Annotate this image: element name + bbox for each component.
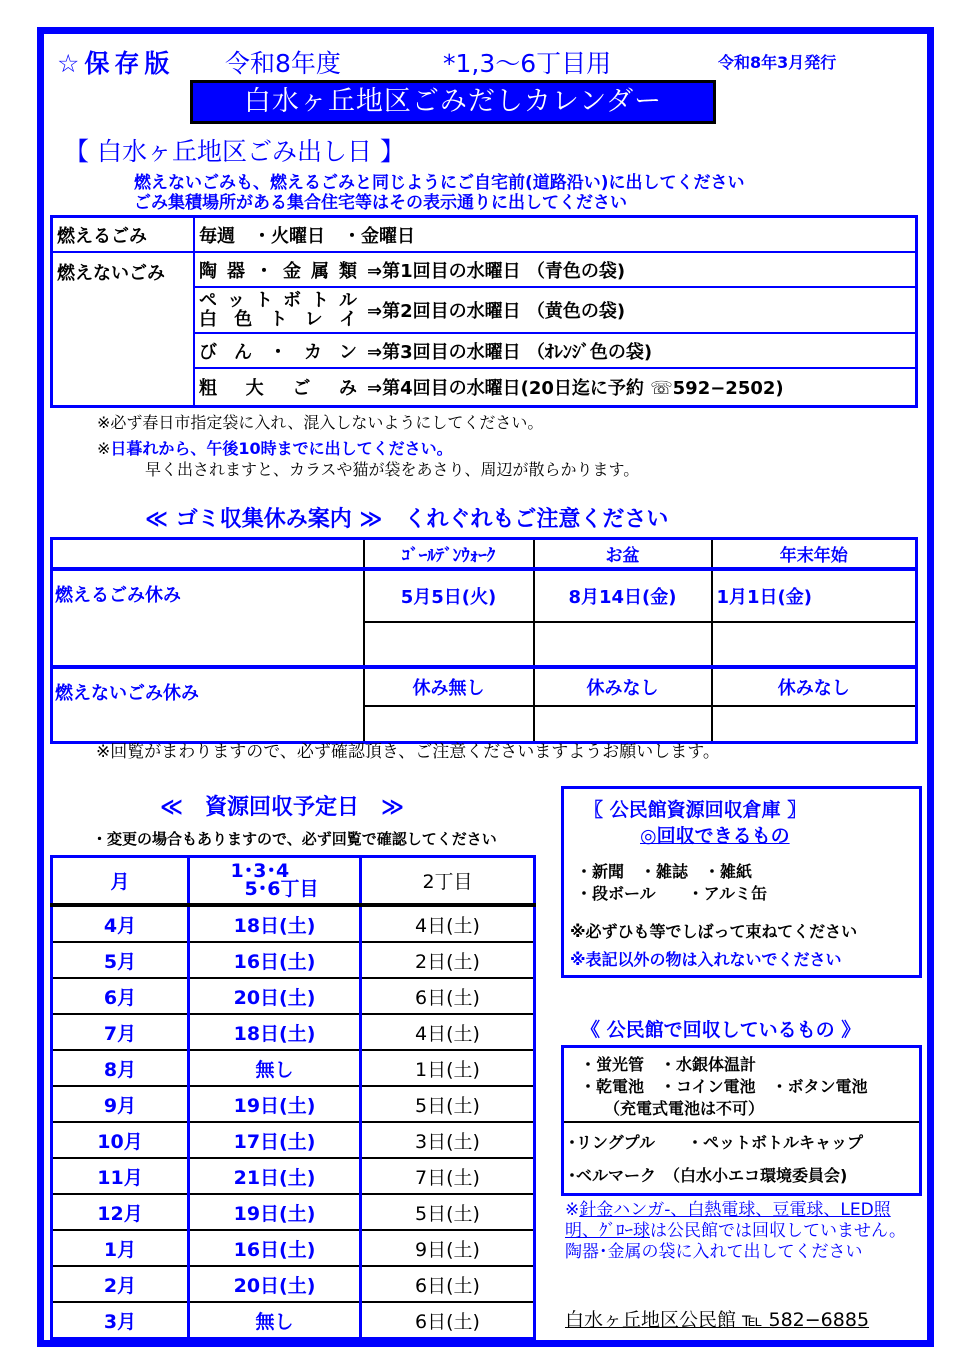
storehouse-items-2: ・段ボール ・アルミ缶: [576, 884, 768, 903]
storehouse-items-1: ・新聞 ・雑誌 ・雑紙: [576, 862, 753, 881]
resource-row: [52, 1050, 535, 1086]
resource-date-area2: 7日(土): [361, 1158, 535, 1194]
blank-cell: [534, 622, 712, 667]
burnable-holiday-label: 燃えるごみ休み: [52, 569, 364, 667]
storehouse-subtitle: ◎回収できるもの: [640, 825, 790, 847]
area1-line1: 1･3･4: [230, 859, 290, 882]
blank-cell: [712, 622, 917, 667]
resource-month: 11月: [52, 1158, 189, 1194]
nonburnable-holiday-obon: 休みなし: [534, 667, 712, 706]
burnable-label: 燃えるごみ: [52, 217, 195, 253]
area-scope: *1,3〜6丁目用: [443, 49, 612, 78]
resource-month: 2月: [52, 1266, 189, 1302]
item-pet-bottle-tray: [194, 287, 363, 333]
resource-title: ≪ 資源回収予定日 ≫: [160, 795, 405, 820]
resource-date-area2: 4日(土): [361, 905, 535, 942]
holiday-row-burnable: [52, 569, 917, 622]
holiday-table: [50, 537, 918, 744]
resource-month: 6月: [52, 978, 189, 1014]
schedule-ceramics-metal: ⇒第1回目の水曜日 （青色の袋): [363, 252, 917, 287]
remark-time-text: 日暮れから、午後10時までに出してください。: [110, 439, 453, 458]
resource-date-area1: 16日(土): [189, 942, 361, 978]
holiday-col-golden-week: ｺﾞｰﾙﾃﾞﾝｳｫｰｸ: [364, 539, 534, 570]
resource-row: [52, 1302, 535, 1339]
resource-col-month: 月: [52, 857, 189, 906]
collection-note-2: ごみ集積場所がある集合住宅等はその表示通りに出してください: [134, 193, 627, 213]
resource-date-area1: 18日(土): [189, 1014, 361, 1050]
resource-date-area1: 無し: [189, 1302, 361, 1339]
resource-date-area1: 16日(土): [189, 1230, 361, 1266]
resource-row: [52, 1014, 535, 1050]
resource-date-area2: 1日(土): [361, 1050, 535, 1086]
resource-month: 1月: [52, 1230, 189, 1266]
resource-month: 8月: [52, 1050, 189, 1086]
issue-date: 令和8年3月発行: [718, 53, 837, 72]
storehouse-note-1: ※必ずひも等でしばって束ねてください: [570, 922, 858, 941]
holiday-header-row: [52, 539, 917, 570]
item-oversized: [194, 368, 363, 407]
remark-crows: 早く出されますと、カラスや猫が袋をあさり、周辺が散らかります。: [145, 460, 640, 479]
resource-date-area1: 19日(土): [189, 1194, 361, 1230]
warning-rest: は公民館では回収していません。陶器･金属の袋に入れて出してください: [565, 1221, 907, 1262]
resource-date-area2: 3日(土): [361, 1122, 535, 1158]
storehouse-note-2: ※表記以外の物は入れないでください: [570, 950, 842, 969]
item-label: びん・カン: [199, 341, 357, 363]
resource-note: ・変更の場合もありますので、必ず回覧で確認してください: [92, 830, 497, 848]
holiday-header-empty: [52, 539, 364, 570]
fiscal-year: 令和8年度: [225, 49, 341, 78]
burnable-schedule: 毎週 ・火曜日 ・金曜日: [194, 217, 917, 253]
warning-items: 針金ハンガ-、白熱電球、豆電球、LED照明、ｸﾞﾛｰ球: [565, 1200, 891, 1241]
warning-prefix: ※: [565, 1200, 580, 1220]
collection-note-1: 燃えないごみも、燃えるごみと同じようにご自宅前(道路沿い)に出してください: [134, 173, 745, 193]
holiday-note: ※回覧がまわりますので、必ず確認頂き、ご注意くださいますようお願いします。: [96, 742, 720, 762]
nonburnable-holiday-label: 燃えないごみ休み: [52, 667, 364, 743]
page-title: 白水ヶ丘地区ごみだしカレンダー: [190, 80, 716, 124]
community-line2: ・乾電池 ・コイン電池 ・ボタン電池: [580, 1077, 868, 1096]
remark-designated-bags: ※必ず春日市指定袋に入れ、混入しないようにしてください。: [97, 413, 544, 432]
resource-month: 3月: [52, 1302, 189, 1339]
edition-label: ☆保存版: [57, 49, 175, 78]
community-box: [561, 1045, 922, 1196]
community-line4: ･リングプル ・ペットボトルキャップ: [568, 1133, 864, 1152]
resource-month: 12月: [52, 1194, 189, 1230]
resource-col-area2: 2丁目: [361, 857, 535, 906]
collection-schedule-table: [50, 215, 918, 408]
schedule-oversized: ⇒第4回目の水曜日(20日迄に予約 ☏592−2502): [363, 368, 917, 407]
resource-row: [52, 1158, 535, 1194]
resource-date-area2: 6日(土): [361, 978, 535, 1014]
item-label: 粗大ごみ: [199, 378, 357, 399]
burnable-holiday-obon: 8月14日(金): [534, 569, 712, 622]
community-line1: ・蛍光管 ・水銀体温計: [580, 1055, 757, 1074]
resource-row: [52, 905, 535, 942]
community-line3: （充電式電池は不可）: [604, 1099, 765, 1118]
schedule-row-burnable: [52, 217, 917, 253]
divider: [564, 1121, 919, 1123]
resource-date-area1: 20日(土): [189, 978, 361, 1014]
burnable-holiday-newyear: 1月1日(金): [712, 569, 917, 622]
resource-date-area1: 無し: [189, 1050, 361, 1086]
resource-date-area1: 17日(土): [189, 1122, 361, 1158]
storehouse-title: 〖 公民館資源回収倉庫 〗: [584, 799, 807, 821]
resource-date-area2: 6日(土): [361, 1302, 535, 1339]
resource-row: [52, 1122, 535, 1158]
resource-row: [52, 1230, 535, 1266]
resource-row: [52, 1194, 535, 1230]
schedule-pet-bottle: ⇒第2回目の水曜日 （黄色の袋): [363, 287, 917, 333]
resource-col-area1: [189, 857, 361, 906]
item-label: 陶器・金属類: [199, 260, 357, 282]
holiday-col-obon: お盆: [534, 539, 712, 570]
burnable-holiday-gw: 5月5日(火): [364, 569, 534, 622]
resource-date-area2: 4日(土): [361, 1014, 535, 1050]
community-title: 《 公民館で回収しているもの 》: [581, 1019, 861, 1041]
nonburnable-holiday-gw: 休み無し: [364, 667, 534, 706]
resource-date-area2: 5日(土): [361, 1086, 535, 1122]
not-collected-warning: [565, 1200, 915, 1263]
resource-date-area1: 20日(土): [189, 1266, 361, 1302]
holiday-row-nonburnable: [52, 667, 917, 706]
resource-date-area2: 5日(土): [361, 1194, 535, 1230]
resource-date-area1: 21日(土): [189, 1158, 361, 1194]
resource-month: 4月: [52, 905, 189, 942]
blank-cell: [712, 706, 917, 743]
community-line5: ･ベルマーク （白水小エコ環境委員会): [568, 1166, 848, 1185]
resource-row: [52, 942, 535, 978]
blank-cell: [364, 622, 534, 667]
holiday-col-new-year: 年末年始: [712, 539, 917, 570]
contact-phone: 白水ヶ丘地区公民館 ℡ 582−6885: [565, 1309, 870, 1331]
area1-line2: 5･6丁目: [244, 877, 319, 900]
item-label-line2: 白色トレイ: [199, 308, 357, 330]
resource-month: 10月: [52, 1122, 189, 1158]
resource-date-area1: 19日(土): [189, 1086, 361, 1122]
resource-header-row: [52, 857, 535, 906]
collection-days-title: 【 白水ヶ丘地区ごみ出し日 】: [64, 137, 405, 166]
schedule-bottles-cans: ⇒第3回目の水曜日 （ｵﾚﾝｼﾞ色の袋): [363, 333, 917, 368]
schedule-row: [52, 252, 917, 287]
resource-date-area1: 18日(土): [189, 905, 361, 942]
item-ceramics-metal: [194, 252, 363, 287]
storehouse-box: [561, 786, 922, 978]
holiday-title: ≪ ゴミ収集休み案内 ≫ くれぐれもご注意ください: [145, 507, 669, 532]
resource-month: 5月: [52, 942, 189, 978]
resource-row: [52, 978, 535, 1014]
resource-date-area2: 6日(土): [361, 1266, 535, 1302]
resource-row: [52, 1266, 535, 1302]
resource-row: [52, 1086, 535, 1122]
item-label-line1: ペットボトル: [199, 289, 357, 311]
resource-date-area2: 9日(土): [361, 1230, 535, 1266]
resource-table: [50, 855, 536, 1340]
nonburnable-label: 燃えないごみ: [52, 252, 195, 407]
resource-date-area2: 2日(土): [361, 942, 535, 978]
item-bottles-cans: [194, 333, 363, 368]
nonburnable-holiday-newyear: 休みなし: [712, 667, 917, 706]
remark-time-prefix: ※: [97, 439, 111, 458]
remark-time: [97, 436, 453, 459]
resource-month: 9月: [52, 1086, 189, 1122]
resource-month: 7月: [52, 1014, 189, 1050]
